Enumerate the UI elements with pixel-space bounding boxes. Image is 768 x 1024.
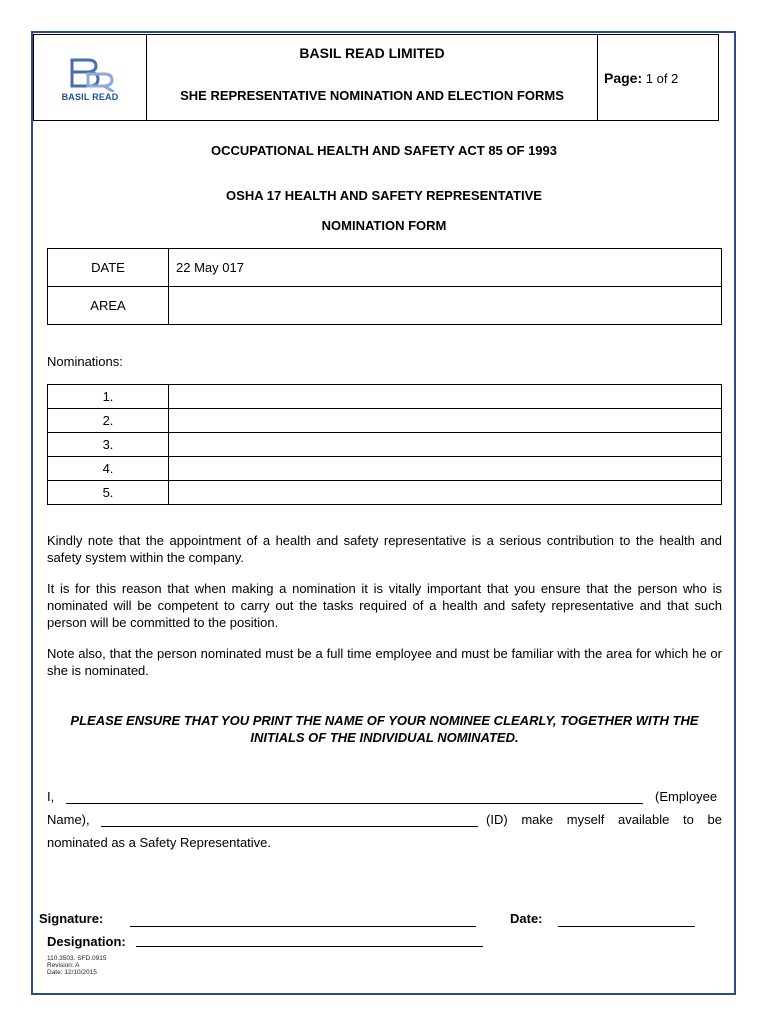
sign-date-line[interactable] xyxy=(558,926,695,927)
date-label: DATE xyxy=(48,249,169,287)
document-header xyxy=(33,34,719,121)
form-heading: NOMINATION FORM xyxy=(321,218,447,233)
document-footer xyxy=(47,955,107,976)
nomination-number: 4. xyxy=(48,457,169,481)
signature-line[interactable] xyxy=(130,926,476,927)
form-title: SHE REPRESENTATIVE NOMINATION AND ELECTION FORMS xyxy=(180,88,564,103)
nomination-field[interactable] xyxy=(169,433,722,457)
signature-label: Signature: xyxy=(39,911,104,926)
nominations-label: Nominations: xyxy=(47,354,123,369)
footer-revision: Revision: A xyxy=(47,962,80,969)
id-number-line[interactable] xyxy=(101,826,478,827)
nomination-field[interactable] xyxy=(169,409,722,433)
footer-date: Date: 12/10/2015 xyxy=(47,969,97,976)
company-name: BASIL READ LIMITED xyxy=(299,45,445,61)
nomination-number: 3. xyxy=(48,433,169,457)
nomination-number: 5. xyxy=(48,481,169,505)
nomination-field[interactable] xyxy=(169,457,722,481)
act-heading: OCCUPATIONAL HEALTH AND SAFETY ACT 85 OF 1993 xyxy=(211,143,557,158)
declaration-i: I, xyxy=(47,789,55,804)
designation-label: Designation: xyxy=(47,934,126,949)
page-value: 1 of 2 xyxy=(645,70,679,86)
date-field[interactable]: 22 May 017 xyxy=(169,249,722,287)
nomination-number: 2. xyxy=(48,409,169,433)
area-label: AREA xyxy=(48,287,169,325)
declaration-rest: nominated as a Safety Representative. xyxy=(47,835,272,850)
declaration-employee: (Employee xyxy=(655,789,718,804)
declaration-id: (ID) make myself available to be xyxy=(486,812,722,827)
osha-heading: OSHA 17 HEALTH AND SAFETY REPRESENTATIVE xyxy=(226,188,542,203)
basil-read-logo-icon xyxy=(58,56,122,92)
header-title-cell xyxy=(147,35,598,121)
footer-code: 110.3503. SFD.0915 xyxy=(47,955,107,962)
date-area-table xyxy=(47,248,722,325)
declaration-name: Name), xyxy=(47,812,90,827)
nomination-number: 1. xyxy=(48,385,169,409)
page-label: Page: xyxy=(604,69,643,86)
designation-line[interactable] xyxy=(136,946,483,947)
logo-text: BASIL READ xyxy=(61,91,119,102)
paragraph-3: Note also, that the person nominated must be a full time employee and must be familiar with the area for which he or she is nominated. xyxy=(47,646,722,678)
logo-cell xyxy=(34,35,147,121)
nominations-table xyxy=(47,384,722,505)
nomination-field[interactable] xyxy=(169,385,722,409)
page-border xyxy=(31,31,736,995)
paragraph-2: It is for this reason that when making a nomination it is vitally important that you ensure that the person who is nominated will be competent to carry out the tasks required of a health and safety representative and that such person will be committed to the position. xyxy=(47,581,722,630)
paragraph-1: Kindly note that the appointment of a health and safety representative is a serious contribution to the health and safety system within the company. xyxy=(47,533,722,565)
nomination-field[interactable] xyxy=(169,481,722,505)
sign-date-label: Date: xyxy=(510,911,543,926)
notice-text: PLEASE ENSURE THAT YOU PRINT THE NAME OF YOUR NOMINEE CLEARLY, TOGETHER WITH THE INITIALS OF THE INDIVIDUAL NOMINATED. xyxy=(70,713,699,745)
page-number-cell xyxy=(598,35,719,121)
area-field[interactable] xyxy=(169,287,722,325)
employee-name-line[interactable] xyxy=(66,803,643,804)
